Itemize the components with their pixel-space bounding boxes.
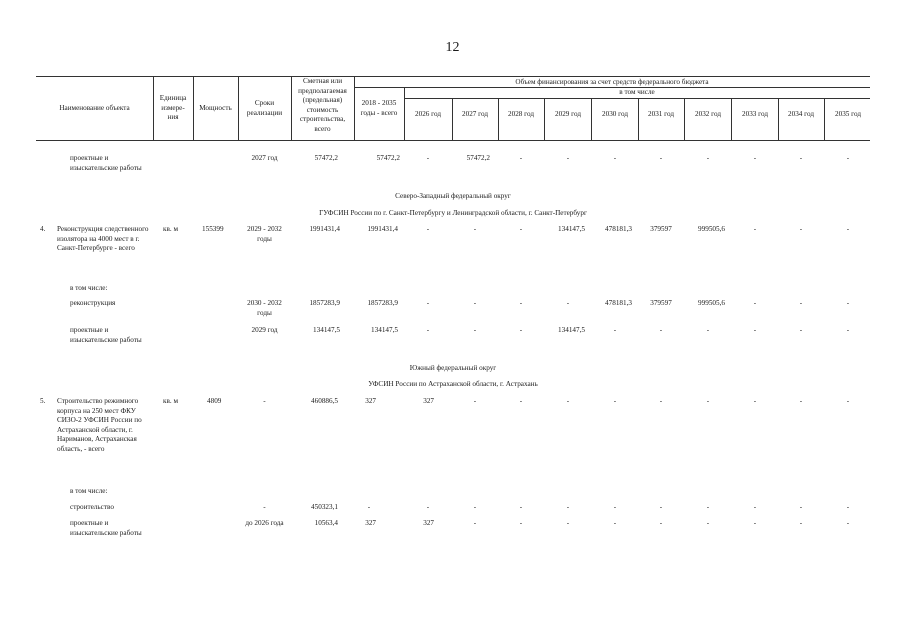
row-val-2033: - (753, 299, 757, 307)
row-val-2033: - (753, 519, 757, 527)
row-total: 1991431,4 (367, 225, 398, 233)
row-val-2032: - (706, 503, 710, 511)
row-val-2029: - (566, 519, 570, 527)
col-sep-10 (591, 98, 592, 140)
row-val-2027: - (473, 519, 477, 527)
row-val-2030: - (613, 503, 617, 511)
row-total: 327 (365, 519, 376, 527)
row-val-2032: - (706, 519, 710, 527)
row-val-2027: - (473, 299, 477, 307)
row-val-2028: - (519, 154, 523, 162)
row-val-2030: 478181,3 (605, 299, 632, 307)
col-sep-14 (778, 98, 779, 140)
year-2026: 2026 год (415, 110, 441, 118)
row-val-2029: - (566, 503, 570, 511)
row-total: 1857283,9 (367, 299, 398, 307)
row-val-2029: - (566, 299, 570, 307)
row-term: до 2026 года (245, 519, 284, 527)
row-cost: 134147,5 (313, 326, 340, 334)
row-number: 4. (40, 225, 46, 233)
row-val-2026: 327 (423, 397, 434, 405)
row-val-2026: - (426, 154, 430, 162)
row-val-2033: - (753, 154, 757, 162)
row-term: 2029 год (251, 326, 278, 334)
including-label: в том числе: (70, 487, 108, 495)
row-number: 5. (40, 397, 46, 405)
header-capacity: Мощность (199, 104, 232, 112)
row-cost: 10563,4 (314, 519, 338, 527)
row-val-2032: - (706, 326, 710, 334)
row-val-2035: - (846, 503, 850, 511)
row-val-2035: - (846, 397, 850, 405)
row-cost: 460886,5 (311, 397, 338, 405)
row-val-2031: - (659, 326, 663, 334)
row-total: - (367, 503, 371, 511)
row-val-2031: - (659, 397, 663, 405)
row-name: Строительство режимного корпуса на 250 мест ФКУ СИЗО-2 УФСИН России по Астраханской области, г. Нариманов, Астраханская область, - всего (57, 397, 142, 453)
row-val-2031: 379597 (650, 225, 672, 233)
row-val-2026: - (426, 225, 430, 233)
header-unit: Единица измере- ния (159, 94, 187, 121)
row-val-2034: - (799, 154, 803, 162)
header-name: Наименование объекта (59, 104, 130, 112)
row-val-2035: - (846, 519, 850, 527)
col-sep-3 (238, 76, 239, 140)
row-cost: 1857283,9 (309, 299, 340, 307)
row-val-2028: - (519, 299, 523, 307)
row-val-2031: - (659, 503, 663, 511)
col-sep-1 (153, 76, 154, 140)
header-including: в том числе (619, 88, 655, 96)
row-val-2027: - (473, 225, 477, 233)
row-val-2030: - (613, 326, 617, 334)
year-2028: 2028 год (508, 110, 534, 118)
agency-title: УФСИН России по Астраханской области, г. Астрахань (368, 380, 538, 388)
year-2031: 2031 год (648, 110, 674, 118)
year-2029: 2029 год (555, 110, 581, 118)
row-val-2033: - (753, 503, 757, 511)
district-title: Южный федеральный округ (409, 364, 497, 372)
year-2027: 2027 год (462, 110, 488, 118)
year-2032: 2032 год (695, 110, 721, 118)
row-val-2034: - (799, 519, 803, 527)
row-cost: 450323,1 (311, 503, 338, 511)
row-unit: кв. м (163, 397, 179, 405)
col-sep-11 (638, 98, 639, 140)
row-val-2035: - (846, 154, 850, 162)
row-val-2034: - (799, 503, 803, 511)
header-bottom-line (36, 140, 870, 141)
year-2035: 2035 год (835, 110, 861, 118)
row-val-2031: 379597 (650, 299, 672, 307)
row-cost: 1991431,4 (309, 225, 340, 233)
header-terms: Сроки реализации (246, 99, 283, 117)
row-val-2030: - (613, 397, 617, 405)
row-val-2034: - (799, 397, 803, 405)
row-val-2027: - (473, 397, 477, 405)
row-val-2029: - (566, 397, 570, 405)
row-val-2028: - (519, 225, 523, 233)
row-name: реконструкция (70, 299, 116, 307)
col-sep-12 (684, 98, 685, 140)
row-name: проектные и изыскательские работы (70, 326, 142, 344)
row-term: 2029 - 2032 годы (247, 225, 282, 243)
row-val-2028: - (519, 503, 523, 511)
col-sep-8 (498, 98, 499, 140)
col-sep-9 (544, 98, 545, 140)
row-val-2035: - (846, 299, 850, 307)
row-val-2026: 327 (423, 519, 434, 527)
header-total-range: 2018 - 2035 годы - всего (360, 99, 398, 117)
year-2033: 2033 год (742, 110, 768, 118)
header-top-line (36, 76, 870, 77)
row-cost: 57472,2 (314, 154, 338, 162)
row-total: 327 (365, 397, 376, 405)
row-capacity: 155399 (202, 225, 224, 233)
row-val-2030: 478181,3 (605, 225, 632, 233)
row-val-2035: - (846, 326, 850, 334)
row-val-2034: - (799, 326, 803, 334)
col-sep-15 (824, 98, 825, 140)
row-val-2029: 134147,5 (558, 225, 585, 233)
row-val-2026: - (426, 503, 430, 511)
row-val-2033: - (753, 225, 757, 233)
col-sep-7 (452, 98, 453, 140)
row-val-2032: 999505,6 (698, 299, 725, 307)
year-2030: 2030 год (602, 110, 628, 118)
row-total: 134147,5 (371, 326, 398, 334)
row-val-2026: - (426, 299, 430, 307)
row-val-2034: - (799, 225, 803, 233)
row-term: 2027 год (251, 154, 278, 162)
row-total: 57472,2 (376, 154, 400, 162)
row-val-2028: - (519, 397, 523, 405)
row-name: строительство (70, 503, 114, 511)
row-val-2033: - (753, 397, 757, 405)
district-title: Северо-Западный федеральный округ (395, 192, 511, 200)
row-val-2034: - (799, 299, 803, 307)
header-estimated-cost: Сметная или предполагаемая (предельная) стоимость строительства, всего (298, 77, 347, 133)
funding-sub-line-2 (404, 98, 870, 99)
including-label: в том числе: (70, 284, 108, 292)
row-val-2031: - (659, 154, 663, 162)
row-term: - (263, 397, 266, 405)
row-val-2030: - (613, 519, 617, 527)
row-name: Реконструкция следственного изолятора на 4000 мест в г. Санкт-Петербурге - всего (57, 225, 149, 252)
year-2034: 2034 год (788, 110, 814, 118)
row-val-2029: 134147,5 (558, 326, 585, 334)
row-val-2029: - (566, 154, 570, 162)
row-name: проектные и изыскательские работы (70, 154, 142, 172)
row-val-2030: - (613, 154, 617, 162)
row-val-2035: - (846, 225, 850, 233)
col-sep-13 (731, 98, 732, 140)
row-val-2028: - (519, 519, 523, 527)
row-val-2032: 999505,6 (698, 225, 725, 233)
row-val-2033: - (753, 326, 757, 334)
row-val-2026: - (426, 326, 430, 334)
row-val-2027: - (473, 503, 477, 511)
row-name: проектные и изыскательские работы (70, 519, 142, 537)
row-val-2027: - (473, 326, 477, 334)
row-val-2027: 57472,2 (466, 154, 490, 162)
row-val-2031: - (659, 519, 663, 527)
row-term: 2030 - 2032 годы (247, 299, 282, 317)
row-val-2032: - (706, 154, 710, 162)
agency-title: ГУФСИН России по г. Санкт-Петербургу и Ленинградской области, г. Санкт-Петербург (319, 209, 587, 217)
page-number: 12 (445, 40, 460, 55)
row-val-2032: - (706, 397, 710, 405)
row-val-2028: - (519, 326, 523, 334)
row-unit: кв. м (163, 225, 179, 233)
row-capacity: 4809 (207, 397, 222, 405)
header-funding-title: Объем финансирования за счет средств федерального бюджета (515, 78, 709, 86)
row-term: - (263, 503, 266, 511)
